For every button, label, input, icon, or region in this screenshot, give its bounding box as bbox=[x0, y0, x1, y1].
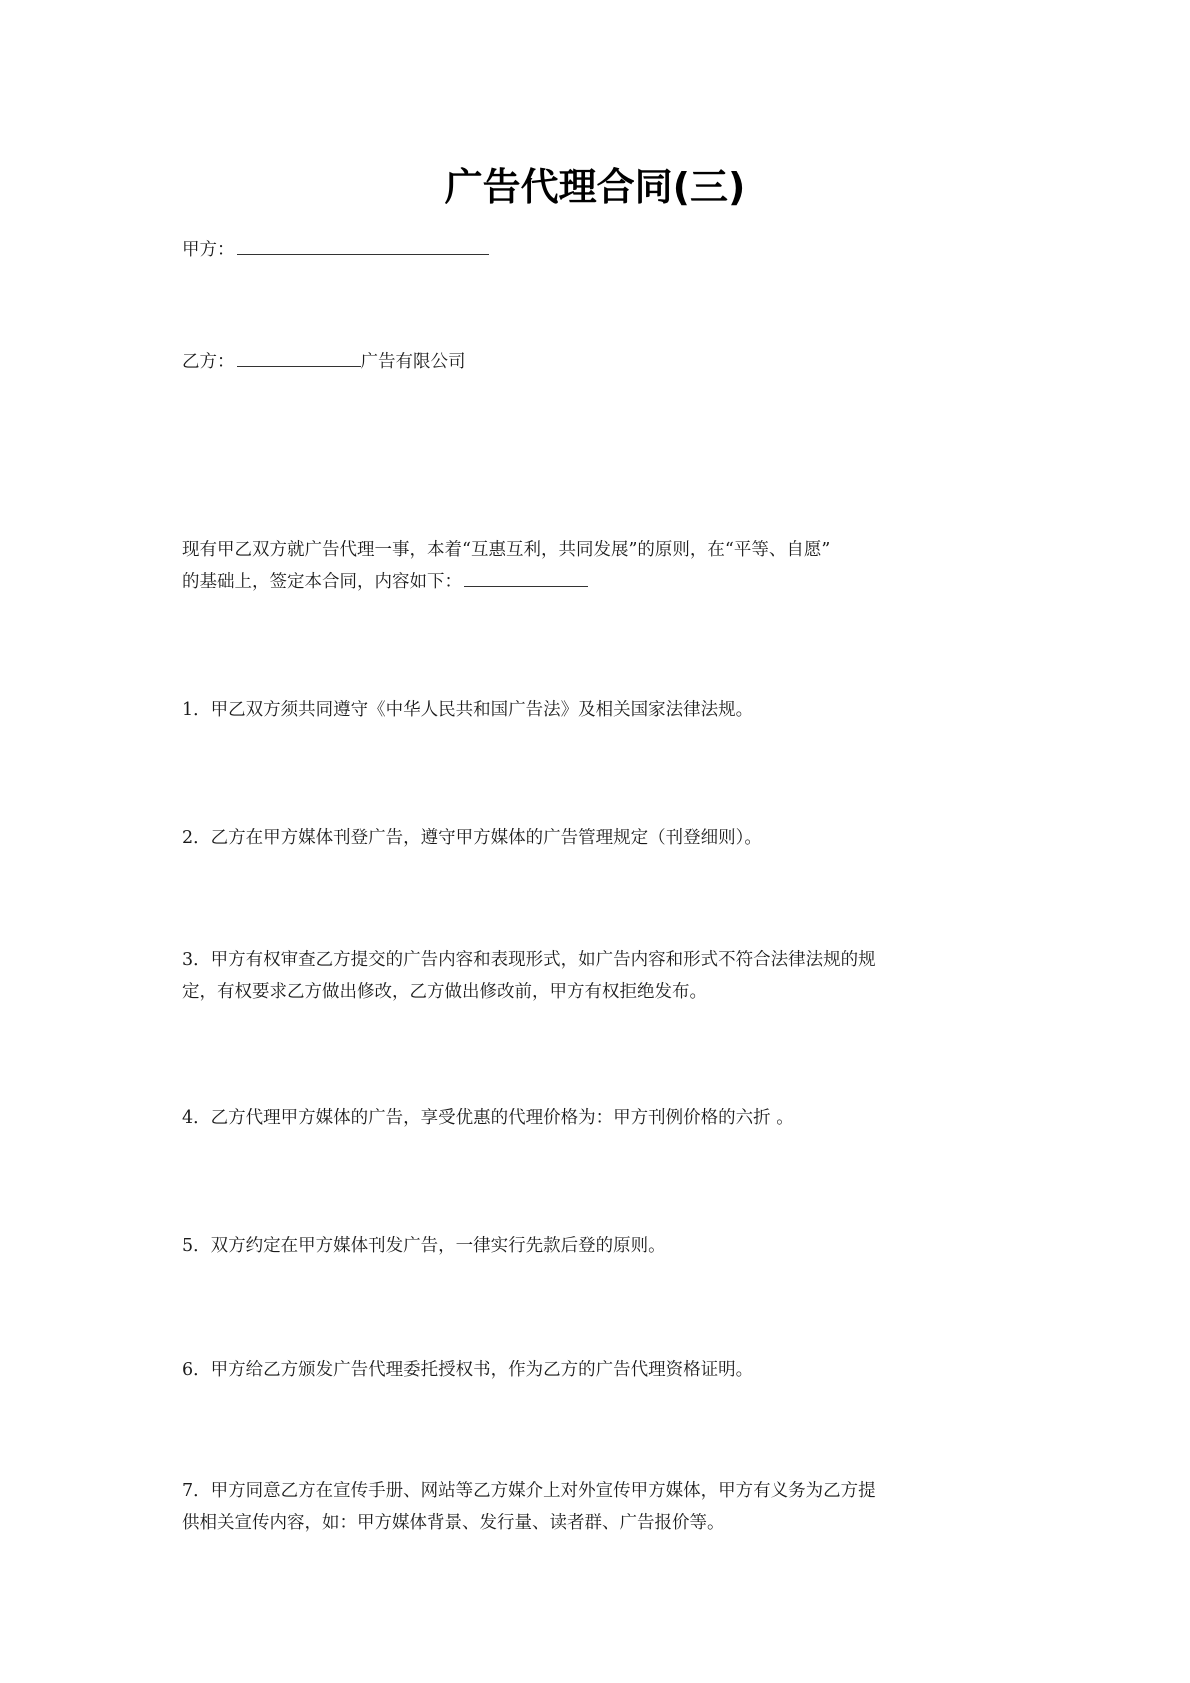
clause-6 bbox=[182, 1354, 1022, 1386]
clause-5-number: 5． bbox=[182, 1236, 211, 1256]
clause-3 bbox=[182, 944, 1022, 1008]
clause-7 bbox=[182, 1475, 1022, 1539]
clause-3-text-1: 甲方有权审查乙方提交的广告内容和表现形式，如广告内容和形式不符合法律法规的规 bbox=[210, 950, 876, 970]
preamble-line-2-text: 的基础上，签定本合同，内容如下： bbox=[182, 572, 462, 592]
party-a-label: 甲方： bbox=[182, 240, 235, 260]
party-b-suffix: 广告有限公司 bbox=[360, 352, 466, 372]
preamble-paragraph bbox=[182, 534, 1022, 598]
clause-3-number: 3． bbox=[182, 950, 211, 970]
party-b-line bbox=[182, 350, 466, 374]
clause-2-text: 乙方在甲方媒体刊登广告，遵守甲方媒体的广告管理规定（刊登细则）。 bbox=[210, 828, 762, 848]
clause-4-line-1 bbox=[182, 1102, 1022, 1134]
party-a-blank-field[interactable] bbox=[237, 238, 489, 255]
clause-1-line-1 bbox=[182, 694, 1022, 726]
clause-2-line-1 bbox=[182, 822, 1022, 854]
preamble-blank-field[interactable] bbox=[464, 570, 588, 587]
preamble-line-1: 现有甲乙双方就广告代理一事，本着“互惠互利，共同发展”的原则，在“平等、自愿” bbox=[182, 540, 831, 560]
clause-6-number: 6． bbox=[182, 1360, 211, 1380]
party-b-label: 乙方： bbox=[182, 352, 235, 372]
preamble-line-2 bbox=[182, 566, 1022, 598]
party-a-line bbox=[182, 238, 489, 262]
clause-1 bbox=[182, 694, 1022, 726]
clause-1-number: 1． bbox=[182, 700, 211, 720]
clause-3-line-2: 定，有权要求乙方做出修改，乙方做出修改前，甲方有权拒绝发布。 bbox=[182, 982, 707, 1002]
clause-6-text: 甲方给乙方颁发广告代理委托授权书，作为乙方的广告代理资格证明。 bbox=[210, 1360, 754, 1380]
clause-5 bbox=[182, 1230, 1022, 1262]
clause-5-text: 双方约定在甲方媒体刊发广告，一律实行先款后登的原则。 bbox=[210, 1236, 666, 1256]
document-title: 广告代理合同(三) bbox=[444, 165, 746, 209]
clause-1-text: 甲乙双方须共同遵守《中华人民共和国广告法》及相关国家法律法规。 bbox=[210, 700, 754, 720]
clause-5-line-1 bbox=[182, 1230, 1022, 1262]
clause-4-number: 4． bbox=[182, 1108, 211, 1128]
party-b-blank-field[interactable] bbox=[237, 350, 361, 367]
clause-4-text: 乙方代理甲方媒体的广告，享受优惠的代理价格为：甲方刊例价格的六折 。 bbox=[210, 1108, 794, 1128]
clause-2 bbox=[182, 822, 1022, 854]
clause-7-text-1: 甲方同意乙方在宣传手册、网站等乙方媒介上对外宣传甲方媒体，甲方有义务为乙方提 bbox=[210, 1481, 876, 1501]
clause-3-line-1 bbox=[182, 944, 1022, 976]
clause-7-number: 7． bbox=[182, 1481, 211, 1501]
clause-7-line-1 bbox=[182, 1475, 1022, 1507]
clause-6-line-1 bbox=[182, 1354, 1022, 1386]
clause-4 bbox=[182, 1102, 1022, 1134]
clause-7-line-2: 供相关宣传内容，如：甲方媒体背景、发行量、读者群、广告报价等。 bbox=[182, 1513, 725, 1533]
clause-2-number: 2． bbox=[182, 828, 211, 848]
